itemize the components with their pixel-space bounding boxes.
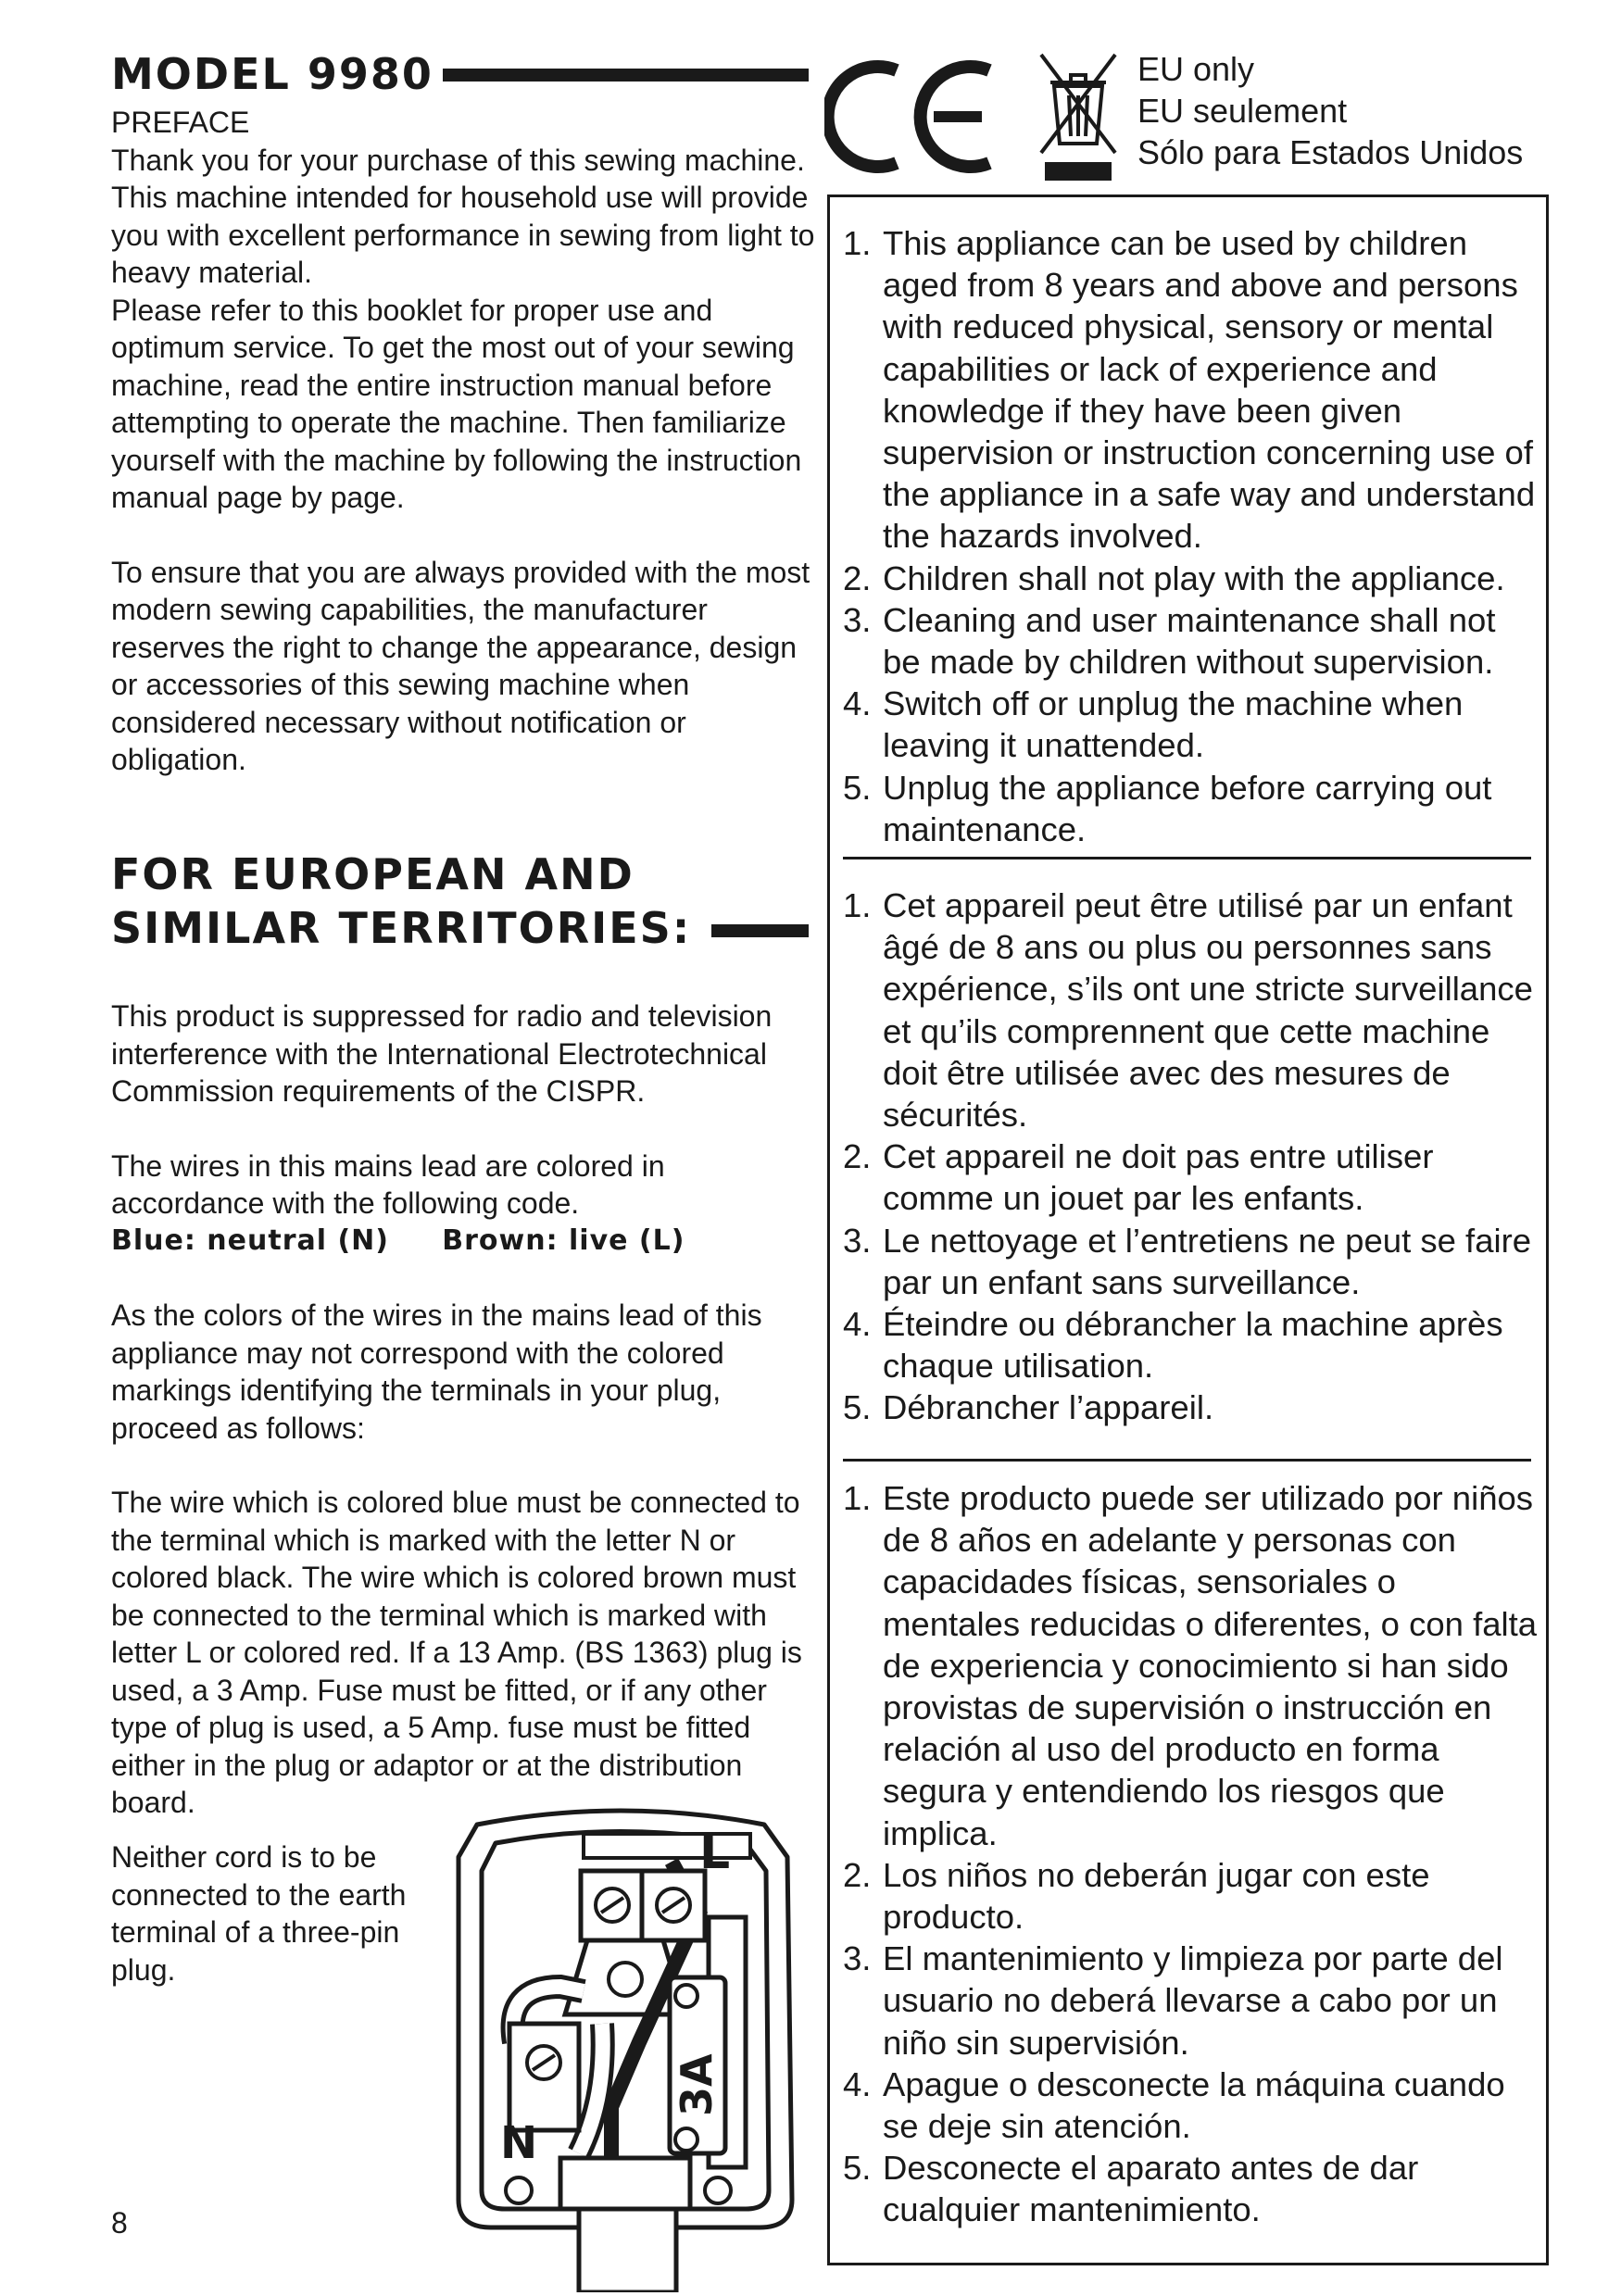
item-number: 2. (843, 1137, 872, 1176)
item-number: 3. (843, 1939, 872, 1978)
european-section (111, 997, 824, 1822)
list-item (843, 2147, 1542, 2230)
wire-blue: Blue: neutral (N) (111, 1223, 389, 1257)
item-number: 4. (843, 2064, 872, 2103)
list-item (843, 1477, 1542, 1854)
french-safety-list (843, 885, 1542, 1429)
wire-codes (111, 1223, 824, 1261)
european-heading-line: FOR EUROPEAN AND (111, 849, 635, 899)
preface-paragraph: This machine intended for household use will provide you with excellent performance in sewing from light to heavy material. (111, 181, 815, 289)
live-label: L (699, 1825, 731, 1880)
item-number: 5. (843, 768, 872, 807)
section-divider (843, 1459, 1531, 1462)
item-number: 1. (843, 1479, 872, 1517)
preface-heading: PREFACE (111, 106, 250, 139)
list-item (843, 1303, 1542, 1386)
eu-restriction-text (1137, 48, 1523, 173)
item-number: 2. (843, 558, 872, 597)
list-item (843, 1220, 1542, 1303)
fuse-cap-top-icon (675, 1985, 697, 2007)
colors-text: As the colors of the wires in the mains lead of this appliance may not correspond with the colored markings identifying the terminals in your plug, proceed as follows: (111, 1299, 762, 1445)
wires-text: The wires in this mains lead are colored in accordance with the following code. (111, 1148, 665, 1220)
eu-line: EU only (1137, 50, 1255, 88)
item-number: 3. (843, 1221, 872, 1260)
cord-text: Neither cord is to be connected to the earth terminal of a three-pin plug. (111, 1840, 407, 1987)
item-text: El mantenimiento y limpieza por parte del usuario no deberá llevarse a cabo por un niño sin supervisión. (883, 1939, 1503, 2062)
item-number: 5. (843, 1388, 872, 1427)
neutral-label: N (500, 2117, 538, 2169)
eu-line: EU seulement (1137, 92, 1348, 130)
neutral-pin-hole-icon (506, 2177, 532, 2203)
item-text: Switch off or unplug the machine when leaving it unattended. (883, 684, 1464, 765)
item-text: Le nettoyage et l’entretiens ne peut se faire par un enfant sans surveillance. (883, 1221, 1532, 1301)
item-number: 4. (843, 684, 872, 723)
page-number: 8 (111, 2206, 128, 2240)
european-heading-line: SIMILAR TERRITORIES: (111, 903, 692, 953)
list-item (843, 558, 1542, 599)
list-item (843, 683, 1542, 766)
item-number: 5. (843, 2149, 872, 2188)
spanish-safety-list (843, 1477, 1542, 2231)
fuse-cap-bottom-icon (675, 2128, 697, 2151)
list-item (843, 1854, 1542, 1938)
item-text: Débrancher l’appareil. (883, 1388, 1214, 1427)
list-item (843, 1938, 1542, 2064)
cord-grip (560, 2158, 690, 2209)
preface-paragraph: Please refer to this booklet for proper use and optimum service. To get the most out of your sewing machine, read the entire instruction manual before attempting to operate the machine. Then familiarize yourself with the machine by following the instruction manual page by page. (111, 293, 802, 514)
earth-pin-hole (609, 1963, 642, 1996)
item-text: Apague o desconecte la máquina cuando se deje sin atención. (883, 2064, 1505, 2146)
item-text: Éteindre ou débrancher la machine après chaque utilisation. (883, 1305, 1503, 1386)
connection-text: The wire which is colored blue must be connected to the terminal which is marked with the letter N or colored black. The wire which is colored brown must be connected to the terminal which is marked with letter L or colored red. If a 13 Amp. (BS 1363) plug is used, a 3 Amp. Fuse must be fitted, or if any other type of plug is used, a 5 Amp. fuse must be fitted either in the plug or adaptor or at the distribution board. (111, 1486, 802, 1819)
mains-cord (579, 2209, 676, 2292)
list-item (843, 1135, 1542, 1219)
european-heading (111, 847, 691, 955)
item-text: Unplug the appliance before carrying out maintenance. (883, 768, 1492, 848)
preface-paragraph: Thank you for your purchase of this sewing machine. (111, 143, 805, 177)
list-item (843, 222, 1542, 558)
item-number: 1. (843, 224, 872, 262)
model-title: MODEL 9980 (111, 49, 434, 99)
list-item (843, 2064, 1542, 2147)
eu-line: Sólo para Estados Unidos (1137, 133, 1524, 171)
ce-mark-icon (824, 54, 1000, 179)
list-item (843, 1386, 1542, 1428)
weee-bin-icon (1037, 51, 1119, 185)
english-safety-list (843, 222, 1542, 850)
item-number: 2. (843, 1855, 872, 1894)
item-number: 1. (843, 886, 872, 924)
item-text: Children shall not play with the appliance. (883, 558, 1505, 597)
title-rule (443, 69, 809, 82)
item-text: Los niños no deberán jugar con este producto. (883, 1855, 1430, 1937)
item-text: Este producto puede ser utilizado por niños de 8 años en adelante y personas con capacidades físicas, sensoriales o mentales reducidas o diferentes, o con falta de experiencia y conocimiento si han sido provistas de supervisión o instrucción en relación al uso del producto en forma segura y entendiendo los riesgos que implica. (883, 1479, 1538, 1852)
suppression-text: This product is suppressed for radio and television interference with the International Electrotechnical Commission requirements of the CISPR. (111, 999, 773, 1108)
item-number: 4. (843, 1305, 872, 1344)
plug-wiring-diagram (421, 1792, 824, 2292)
list-item (843, 767, 1542, 850)
fuse-label: 3A (672, 2053, 722, 2116)
list-item (843, 885, 1542, 1135)
item-text: Cleaning and user maintenance shall not be made by children without supervision. (883, 600, 1496, 682)
live-pin-hole-icon (705, 2177, 731, 2203)
section-divider (843, 857, 1531, 859)
item-text: Cet appareil ne doit pas entre utiliser comme un jouet par les enfants. (883, 1137, 1434, 1218)
item-number: 3. (843, 600, 872, 639)
item-text: Desconecte el aparato antes de dar cualquier mantenimiento. (883, 2149, 1419, 2229)
list-item (843, 599, 1542, 683)
item-text: This appliance can be used by children aged from 8 years and above and persons with reduced physical, sensory or mental capabilities or lack of experience and knowledge if they have been given supervision or instruction concerning use of the appliance in a safe way and understand the hazards involved. (883, 224, 1536, 556)
preface-paragraph-2: To ensure that you are always provided with the most modern sewing capabilities, the manufacturer reserves the right to change the appearance, design or accessories of this sewing machine when considered necessary without notification or obligation. (111, 555, 810, 776)
european-rule (711, 924, 809, 937)
wire-brown: Brown: live (L) (442, 1223, 685, 1257)
preface-section (111, 104, 815, 779)
item-text: Cet appareil peut être utilisé par un enfant âgé de 8 ans ou plus ou personnes sans expérience, s’ils ont une stricte surveillance et qu’ils comprennent que cette machine doit être utilisée avec des mesures de sécurités. (883, 886, 1533, 1135)
